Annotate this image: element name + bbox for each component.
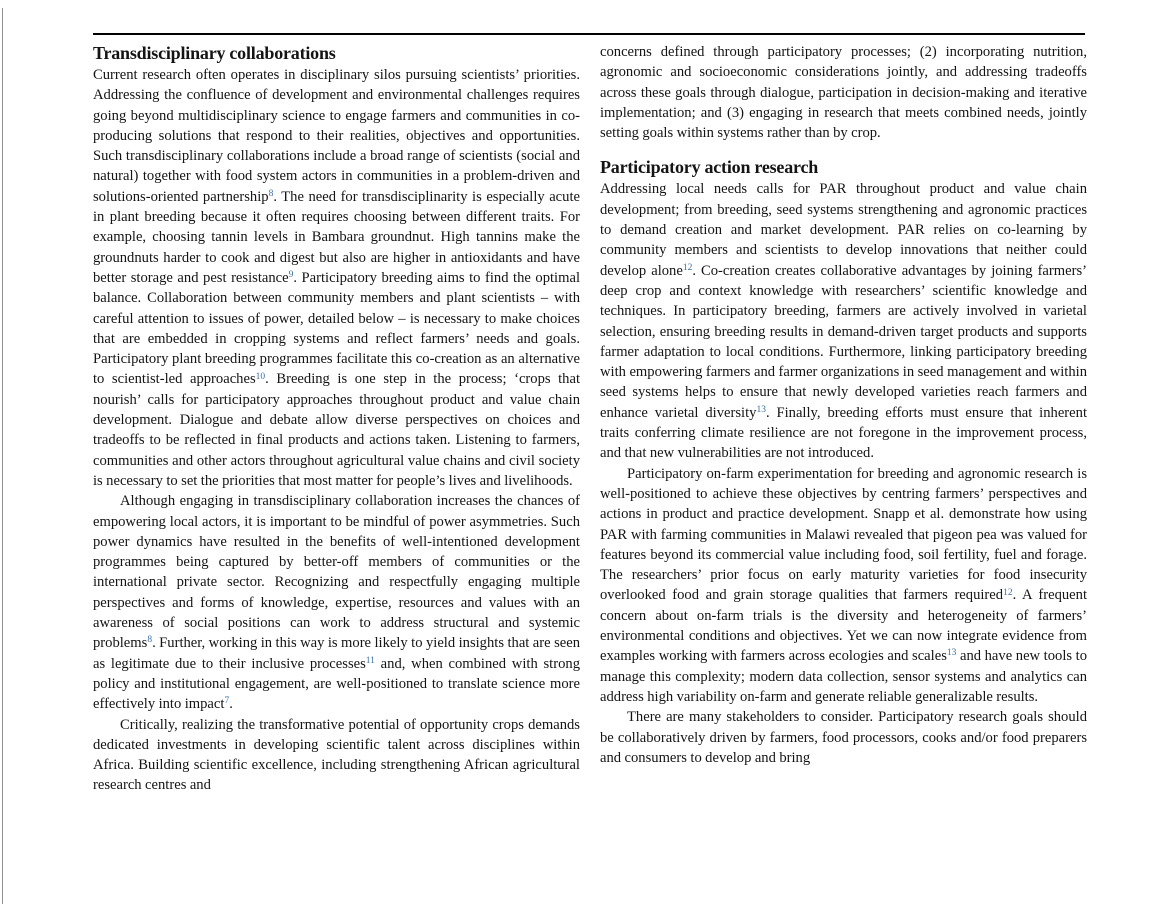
citation-ref-13[interactable]: 13 [756, 404, 766, 415]
left-column [93, 42, 580, 796]
body-paragraph: Current research often operates in disciplinary silos pursuing scientists’ priorities. Addressing the confluence of development and environmental challenges requires going beyond multidisciplinary science to engage farmers and communities in co-producing solutions that respond to their realities, objectives and opportunities. Such transdisciplinary collaborations include a broad range of scientists (social and natural) together with food system actors in communities in a problem-driven and solutions-oriented partnership$^8$. The need for transdisciplinarity is especially acute in plant breeding because it often requires choosing between different traits. For example, choosing tannin levels in Bambara groundnut. High tannins make the groundnuts harder to cook and digest but also are higher in antioxidants and have better storage and pest resistance$^9$. Participatory breeding aims to find the optimal balance. Collaboration between community members and plant scientists – with careful attention to issues of power, detailed below – is necessary to make choices that are embedded in cropping systems and reflect farmers’ needs and goals. Participatory plant breeding programmes facilitate this co-creation as an alternative to scientist-led approaches$^{10}$. Breeding is one step in the process; ‘crops that nourish’ calls for participatory approaches throughout product and value chain development. Dialogue and debate allow diverse perspectives on choices and tradeoffs to be reflected in final products and actions taken. Listening to farmers, communities and other actors throughout agricultural value chains and civil society is necessary to set the priorities that most matter for people’s lives and livelihoods. [93, 67, 580, 489]
citation-ref-8[interactable]: 8 [268, 188, 274, 199]
body-paragraph: Addressing local needs calls for PAR throughout product and value chain development; from breeding, seed systems strengthening and agronomic practices to demand creation and market development. PAR relies on co-learning by community members and scientists to develop innovations that neither could develop alone$^{12}$. Co-creation creates collaborative advantages by joining farmers’ deep crop and context knowledge with researchers’ scientific knowledge and techniques. In participatory breeding, farmers are actively involved in varietal selection, ensuring breeding results in demand-driven target products and supports farmer adaptation to local conditions. Furthermore, linking participatory breeding with empowering farmers and farmer organizations in seed management and within seed systems helps to ensure that newly developed varieties reach farmers and enhance varietal diversity$^{13}$. Finally, breeding efforts must ensure that inherent traits conferring climate resilience are not foregone in the improvement process, and that new vulnerabilities are not introduced. [600, 181, 1087, 462]
section-top-rule [93, 33, 1085, 35]
right-column [600, 42, 1087, 768]
citation-ref-10[interactable]: 10 [255, 371, 266, 382]
section-heading: Transdisciplinary collaborations [93, 43, 336, 63]
section-heading: Participatory action research [600, 157, 819, 178]
citation-ref-9[interactable]: 9 [288, 270, 294, 281]
body-paragraph: Critically, realizing the transformative potential of opportunity crops demands dedicated investments in developing scientific talent across disciplines within Africa. Building scientific excellence, including strengthening African agricultural research centres and [93, 716, 580, 794]
citation-ref-12[interactable]: 12 [682, 262, 693, 273]
citation-ref-12[interactable]: 12 [1003, 587, 1013, 598]
body-paragraph: Although engaging in transdisciplinary collaboration increases the chances of empowering local actors, it is important to be mindful of power asymmetries. Such power dynamics have resulted in the benefits of well-intentioned development programmes being captured by better-off members of communities or the international private sector. Recognizing and respectfully engaging multiple perspectives and forms of knowledge, expertise, resources and values with an awareness of social positions can work to address structural and systemic problems$^8$. Further, working in this way is more likely to yield insights that are seen as legitimate due to their inclusive processes$^{11}$ and, when combined with strong policy and institutional engagement, are well-positioned to translate science more effectively into impact$^7$. [93, 493, 580, 713]
body-paragraph: Participatory on-farm experimentation for breeding and agronomic research is well-positioned to achieve these objectives by centring farmers’ perspectives and actions in product and practice development. Snapp et al. demonstrate how using PAR with farming communities in Malawi revealed that pigeon pea was valued for features beyond its commercial value including food, soil fertility, fuel and forage. The researchers’ prior focus on early maturity varieties for food insecurity overlooked food and grain storage qualities that farmers required$^{12}$. A frequent concern about on-farm trials is the diversity and heterogeneity of farmers’ environmental conditions and objectives. Yet we can now integrate evidence from examples working with farmers across ecologies and scales$^{13}$ and have new tools to manage this complexity; modern data collection, sensor systems and analytics can address high variability on-farm and generate reliable generalizable results. [600, 465, 1088, 705]
body-paragraph: There are many stakeholders to consider. Participatory research goals should be collaboratively driven by farmers, food processors, cooks and/or food preparers and consumers to develop and bring [600, 709, 1087, 766]
citation-ref-13[interactable]: 13 [946, 648, 957, 659]
body-paragraph: concerns defined through participatory processes; (2) incorporating nutrition, agronomic and socioeconomic considerations jointly, and addressing tradeoffs across these goals through dialogue, participation in decision-making and iterative implementation; and (3) engaging in research that meets combined needs, jointly setting goals within systems rather than by crop. [600, 44, 1087, 142]
citation-ref-11[interactable]: 11 [365, 655, 375, 666]
citation-ref-8[interactable]: 8 [147, 635, 153, 646]
citation-ref-7[interactable]: 7 [224, 696, 230, 707]
page-edge-line [2, 8, 3, 904]
